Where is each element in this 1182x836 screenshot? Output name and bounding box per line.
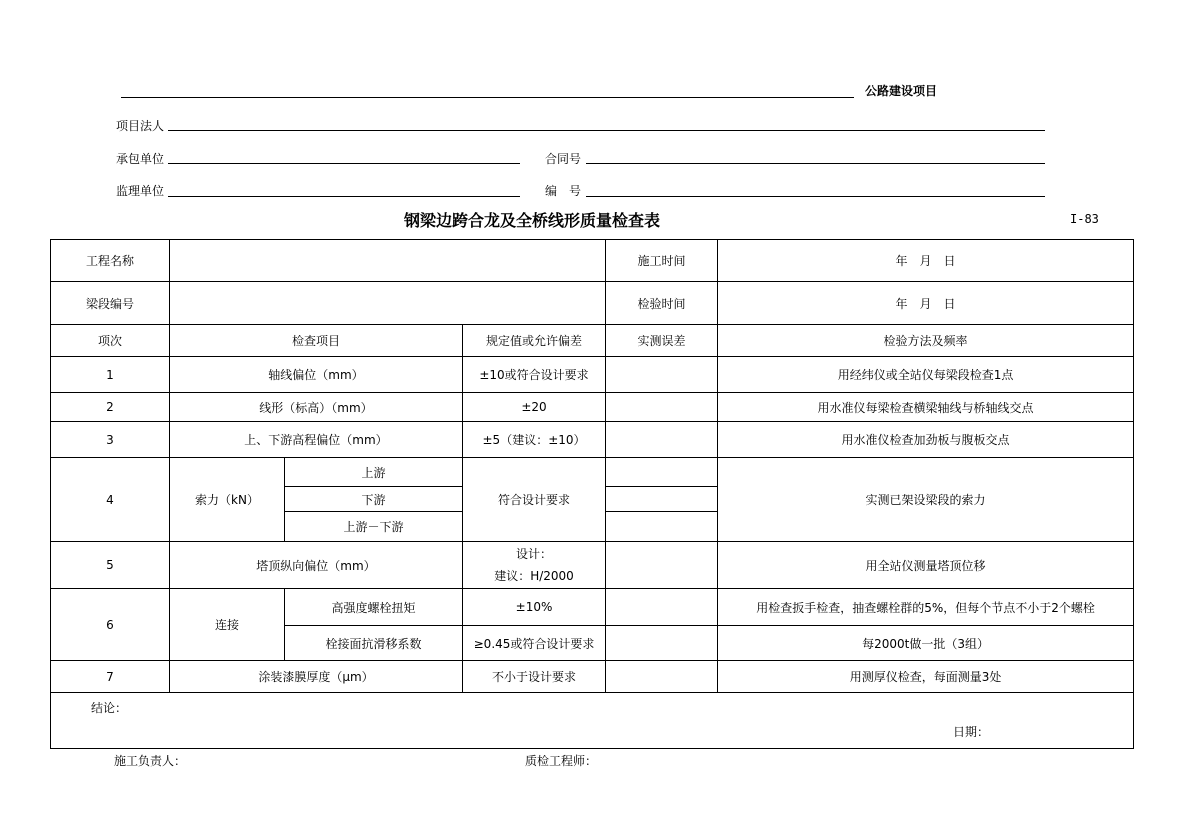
row-no: 4 bbox=[51, 458, 170, 542]
table-row bbox=[51, 589, 1134, 626]
col-method: 检验方法及频率 bbox=[718, 325, 1134, 357]
segment-no-label: 梁段编号 bbox=[51, 282, 170, 325]
col-item-no: 项次 bbox=[51, 325, 170, 357]
row-item: 上、下游高程偏位（mm） bbox=[170, 422, 463, 458]
conclusion-cell[interactable] bbox=[51, 693, 1134, 749]
qc-engineer-label: 质检工程师： bbox=[525, 754, 598, 768]
row-no: 1 bbox=[51, 357, 170, 393]
row-item: 连接 bbox=[170, 589, 285, 661]
row-method: 每2000t做一批（3组） bbox=[718, 626, 1134, 661]
table-row bbox=[51, 240, 1134, 282]
contract-no-field[interactable] bbox=[586, 163, 1045, 164]
row-measured[interactable] bbox=[606, 458, 718, 487]
row-measured[interactable] bbox=[606, 626, 718, 661]
row-method: 实测已架设梁段的索力 bbox=[718, 458, 1134, 542]
legal-person-label: 项目法人 bbox=[116, 119, 165, 133]
row-measured[interactable] bbox=[606, 589, 718, 626]
serial-no-field[interactable] bbox=[586, 196, 1045, 197]
row-no: 5 bbox=[51, 542, 170, 589]
tolerance-design: 设计： bbox=[516, 547, 553, 561]
project-line bbox=[121, 97, 854, 98]
col-measured: 实测误差 bbox=[606, 325, 718, 357]
row-tolerance bbox=[463, 542, 606, 589]
tolerance-suggest: 建议：H/2000 bbox=[494, 569, 574, 583]
contractor-field[interactable] bbox=[168, 163, 520, 164]
row-item: 涂装漆膜厚度（μm） bbox=[170, 661, 463, 693]
contract-no-label: 合同号 bbox=[545, 152, 582, 166]
project-name-label: 工程名称 bbox=[51, 240, 170, 282]
row-tolerance: 不小于设计要求 bbox=[463, 661, 606, 693]
row-sub-item: 栓接面抗滑移系数 bbox=[285, 626, 463, 661]
row-tolerance: ±10% bbox=[463, 589, 606, 626]
row-tolerance: ±5（建议：±10） bbox=[463, 422, 606, 458]
row-method: 用测厚仪检查，每面测量3处 bbox=[718, 661, 1134, 693]
col-check-item: 检查项目 bbox=[170, 325, 463, 357]
row-method: 用水准仪检查加劲板与腹板交点 bbox=[718, 422, 1134, 458]
inspection-time-label: 检验时间 bbox=[606, 282, 718, 325]
date-label: 日期： bbox=[953, 725, 990, 739]
serial-no-label: 编 号 bbox=[545, 184, 582, 198]
row-measured[interactable] bbox=[606, 393, 718, 422]
col-tolerance: 规定值或允许偏差 bbox=[463, 325, 606, 357]
table-row bbox=[51, 357, 1134, 393]
contractor-label: 承包单位 bbox=[116, 152, 165, 166]
row-no: 3 bbox=[51, 422, 170, 458]
table-row bbox=[51, 422, 1134, 458]
row-method: 用检查扳手检查，抽查螺栓群的5%，但每个节点不小于2个螺栓 bbox=[718, 589, 1134, 626]
row-sub-item: 高强度螺栓扭矩 bbox=[285, 589, 463, 626]
row-measured[interactable] bbox=[606, 422, 718, 458]
table-row bbox=[51, 393, 1134, 422]
row-measured[interactable] bbox=[606, 512, 718, 542]
construction-time-value[interactable]: 年 月 日 bbox=[718, 240, 1134, 282]
row-tolerance: ±10或符合设计要求 bbox=[463, 357, 606, 393]
column-header-row bbox=[51, 325, 1134, 357]
table-row bbox=[51, 282, 1134, 325]
row-item: 索力（kN） bbox=[170, 458, 285, 542]
form-title: 钢梁边跨合龙及全桥线形质量检查表 bbox=[404, 211, 661, 230]
construction-time-label: 施工时间 bbox=[606, 240, 718, 282]
row-measured[interactable] bbox=[606, 661, 718, 693]
row-method: 用全站仪测量塔顶位移 bbox=[718, 542, 1134, 589]
row-tolerance: ≥0.45或符合设计要求 bbox=[463, 626, 606, 661]
supervisor-label: 监理单位 bbox=[116, 184, 165, 198]
table-row bbox=[51, 542, 1134, 589]
construction-lead-label: 施工负责人： bbox=[114, 754, 187, 768]
row-measured[interactable] bbox=[606, 357, 718, 393]
project-name-value[interactable] bbox=[170, 240, 606, 282]
project-title: 公路建设项目 bbox=[865, 84, 938, 98]
row-no: 6 bbox=[51, 589, 170, 661]
form-code: I-83 bbox=[1070, 212, 1099, 226]
legal-person-field[interactable] bbox=[168, 130, 1045, 131]
table-row bbox=[51, 661, 1134, 693]
row-no: 2 bbox=[51, 393, 170, 422]
row-measured[interactable] bbox=[606, 487, 718, 512]
row-method: 用水准仪每梁检查横梁轴线与桥轴线交点 bbox=[718, 393, 1134, 422]
row-method: 用经纬仪或全站仪每梁段检查1点 bbox=[718, 357, 1134, 393]
row-no: 7 bbox=[51, 661, 170, 693]
row-tolerance: ±20 bbox=[463, 393, 606, 422]
table-row bbox=[51, 458, 1134, 487]
segment-no-value[interactable] bbox=[170, 282, 606, 325]
inspection-table bbox=[50, 239, 1134, 749]
inspection-time-value[interactable]: 年 月 日 bbox=[718, 282, 1134, 325]
row-item: 轴线偏位（mm） bbox=[170, 357, 463, 393]
row-sub-item: 上游－下游 bbox=[285, 512, 463, 542]
row-item: 线形（标高）（mm） bbox=[170, 393, 463, 422]
supervisor-field[interactable] bbox=[168, 196, 520, 197]
conclusion-row bbox=[51, 693, 1134, 749]
row-sub-item: 下游 bbox=[285, 487, 463, 512]
row-item: 塔顶纵向偏位（mm） bbox=[170, 542, 463, 589]
row-tolerance: 符合设计要求 bbox=[463, 458, 606, 542]
row-sub-item: 上游 bbox=[285, 458, 463, 487]
conclusion-label: 结论： bbox=[91, 701, 128, 715]
row-measured[interactable] bbox=[606, 542, 718, 589]
